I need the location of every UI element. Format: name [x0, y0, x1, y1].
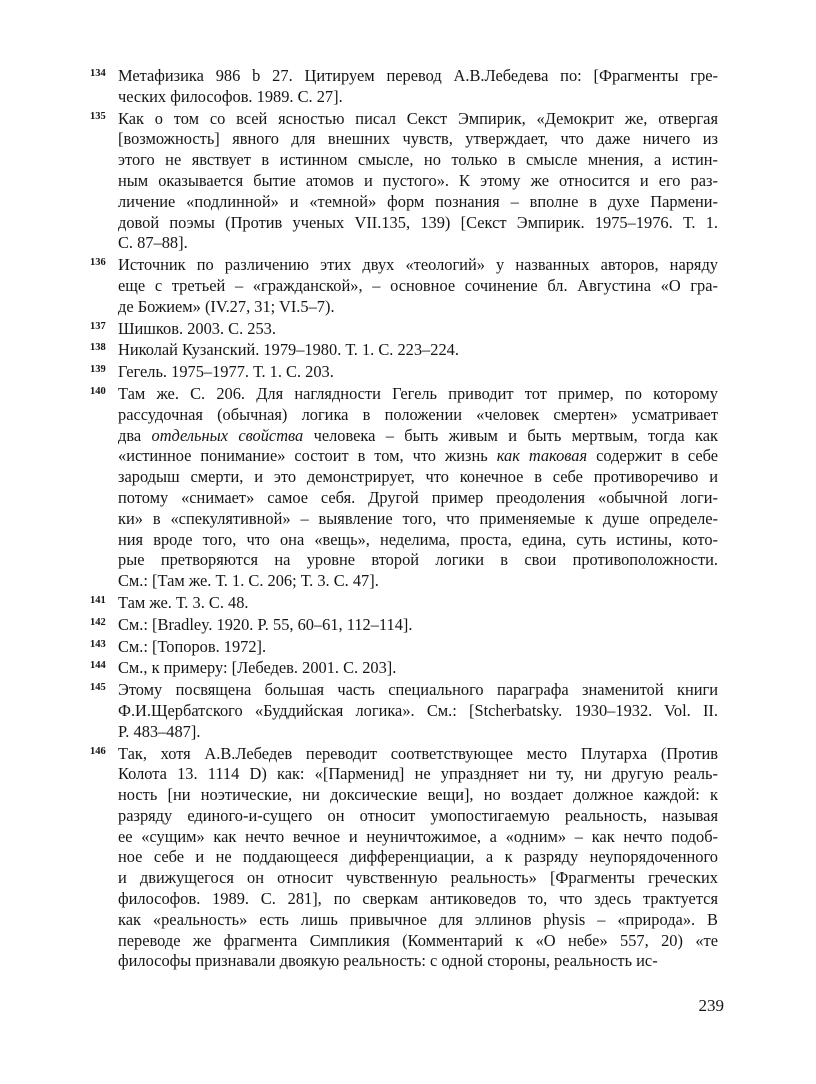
footnote-line: рые претворяются на уровне второй логики в свои противоположности.: [118, 550, 718, 570]
footnote-line: Источник по различению этих двух «теологий» у названных авторов, наряду: [118, 255, 718, 275]
footnote-line: этого не явствует в истинном смысле, но только в смысле мнения, а истин-: [118, 150, 718, 170]
footnote-line: философов. 1989. С. 281], по сверкам антиковедов то, что здесь трактуется: [118, 889, 718, 909]
footnote-line: ное себе и не поддающееся дифференциации, а к разряду неупорядоченного: [118, 847, 718, 867]
footnote: [90, 319, 718, 340]
footnote-line: ее «сущим» как нечто вечное и неуничтожимое, а «одним» – как нечто подоб-: [118, 826, 718, 846]
footnote-line: Колота 13. 1114 D) как: «[Парменид] не упраздняет ни ту, ни другую реаль-: [118, 764, 718, 784]
footnote-line: Так, хотя А.В.Лебедев переводит соответствующее место Плутарха (Против: [118, 743, 718, 763]
footnotes-block: [90, 66, 718, 972]
footnote-line: Ф.И.Щербатского «Буддийская логика». См.: [Stcherbatsky. 1930–1932. Vol. II.: [118, 700, 718, 720]
footnote-line: личение «подлинной» и «темной» форм познания – вполне в духе Пармени-: [118, 191, 718, 211]
footnote-line: ния вроде того, что она «вещь», неделима, проста, едина, суть истины, кото-: [118, 529, 718, 549]
footnote-line: ным оказывается бытие атомов и пустого». К этому же относится и его раз-: [118, 170, 718, 190]
footnote: [90, 637, 718, 658]
footnote-line: два отдельных свойства человека – быть живым и быть мертвым, тогда как: [118, 425, 718, 445]
footnote-number: 140: [90, 385, 106, 397]
footnote-line: С. 87–88].: [118, 233, 188, 253]
footnote-line: довой поэмы (Против ученых VII.135, 139) [Секст Эмпирик. 1975–1976. Т. 1.: [118, 212, 718, 232]
footnote-line: рассудочная (обычная) логика в положении «человек смертен» усматривает: [118, 404, 718, 424]
footnote-number: 138: [90, 342, 106, 354]
footnote: [90, 658, 718, 679]
footnote-line: Гегель. 1975–1977. Т. 1. С. 203.: [118, 362, 334, 382]
footnote: [90, 66, 718, 108]
footnote-line: Николай Кузанский. 1979–1980. Т. 1. С. 223–224.: [118, 340, 459, 360]
page-number: 239: [698, 996, 724, 1015]
footnote-line: См.: [Bradley. 1920. P. 55, 60–61, 112–114].: [118, 614, 413, 634]
footnote-number: 143: [90, 638, 106, 650]
footnote-line: зародыш смерти, и это демонстрирует, что конечное в себе противоречиво и: [118, 467, 718, 487]
footnote-line: См.: [Топоров. 1972].: [118, 636, 267, 656]
footnote-number: 142: [90, 616, 106, 628]
footnote-number: 141: [90, 594, 106, 606]
footnote: [90, 340, 718, 361]
footnote-line: Там же. С. 206. Для наглядности Гегель приводит тот пример, по которому: [118, 383, 718, 403]
footnote-line: См., к примеру: [Лебедев. 2001. С. 203].: [118, 658, 397, 678]
footnote-line: P. 483–487].: [118, 721, 201, 741]
footnote-line: «истинное понимание» состоит в том, что жизнь как таковая содержит в себе: [118, 446, 718, 466]
footnote-line: [возможность] явного для внешних чувств, утверждает, что даже ничего из: [118, 129, 718, 149]
footnote-number: 136: [90, 257, 106, 269]
emphasis: отдельных свойства: [151, 425, 304, 445]
footnote-number: 135: [90, 110, 106, 122]
footnote-line: потому «снимает» самое себя. Другой пример преодоления «обычной логи-: [118, 487, 718, 507]
footnote-line: Там же. Т. 3. С. 48.: [118, 592, 249, 612]
footnote-number: 145: [90, 682, 106, 694]
footnote: [90, 384, 718, 592]
footnote-number: 144: [90, 660, 106, 672]
footnote-number: 134: [90, 68, 106, 79]
footnote-number: 146: [90, 745, 106, 757]
footnote: [90, 615, 718, 636]
footnote-line: разряду единого-и-сущего он относит умопостигаемую реальность, называя: [118, 805, 718, 825]
footnote-line: еще с третьей – «гражданской», – основное сочинение бл. Августина «О гра-: [118, 275, 718, 295]
footnote: [90, 744, 718, 973]
footnote-line: Этому посвящена большая часть специального параграфа знаменитой книги: [118, 680, 718, 700]
emphasis: как таковая: [496, 446, 588, 466]
footnote: [90, 680, 718, 742]
footnote: [90, 255, 718, 317]
footnote-line: Шишков. 2003. С. 253.: [118, 318, 276, 338]
footnote-line: ческих философов. 1989. С. 27].: [118, 86, 343, 106]
footnote-line: и движущегося он относит чувственную реальность» [Фрагменты греческих: [118, 868, 718, 888]
footnote: [90, 362, 718, 383]
footnote-line: ки» в «спекулятивной» – выявление того, что применяемые к душе определе-: [118, 508, 718, 528]
footnote-line: философы признавали двоякую реальность: с одной стороны, реальность ис-: [118, 951, 658, 971]
footnote-line: Метафизика 986 b 27. Цитируем перевод А.В.Лебедева по: [Фрагменты гре-: [118, 66, 718, 85]
footnote-line: Как о том со всей ясностью писал Секст Эмпирик, «Демокрит же, отвергая: [118, 108, 718, 128]
footnote-line: как «реальность» есть лишь привычное для эллинов physis – «природа». В: [118, 909, 718, 929]
footnote: [90, 109, 718, 255]
footnote-number: 139: [90, 364, 106, 376]
footnote-line: См.: [Там же. Т. 1. С. 206; Т. 3. С. 47].: [118, 571, 379, 591]
footnote-line: де Божием» (IV.27, 31; VI.5–7).: [118, 296, 335, 316]
footnote-number: 137: [90, 320, 106, 332]
footnote-line: ность [ни ноэтические, ни доксические вещи], но воздает должное каждой: к: [118, 785, 718, 805]
footnote-line: переводе же фрагмента Симпликия (Комментарий к «О небе» 557, 20) «те: [118, 930, 718, 950]
footnote: [90, 593, 718, 614]
